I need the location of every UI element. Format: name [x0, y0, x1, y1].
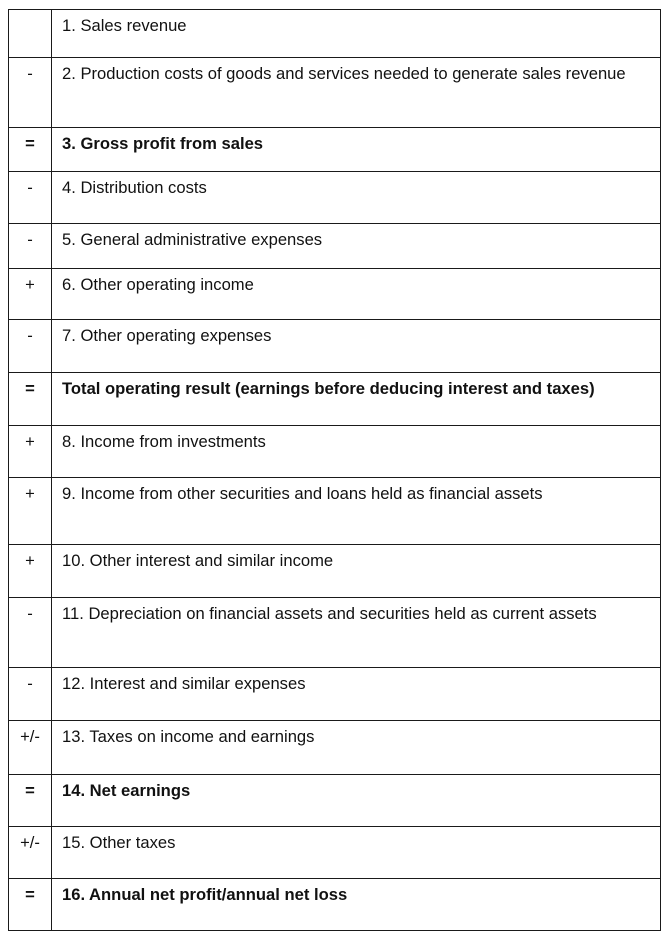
line-item-label: 7. Other operating expenses [52, 320, 661, 373]
operator-cell: +/- [9, 827, 52, 879]
income-statement-table [8, 9, 661, 931]
line-item-label: 5. General administrative expenses [52, 224, 661, 269]
table-row [9, 58, 661, 128]
line-item-label: 10. Other interest and similar income [52, 545, 661, 598]
operator-cell: + [9, 545, 52, 598]
operator-cell: - [9, 598, 52, 668]
operator-cell: + [9, 269, 52, 320]
operator-cell: + [9, 478, 52, 545]
line-item-label: 11. Depreciation on financial assets and securities held as current assets [52, 598, 661, 668]
operator-cell: = [9, 128, 52, 172]
table-row [9, 545, 661, 598]
table-row [9, 879, 661, 931]
line-item-label: 2. Production costs of goods and services needed to generate sales revenue [52, 58, 661, 128]
operator-cell [9, 10, 52, 58]
line-item-label: 16. Annual net profit/annual net loss [52, 879, 661, 931]
operator-cell: + [9, 426, 52, 478]
table-row [9, 172, 661, 224]
line-item-label: 13. Taxes on income and earnings [52, 721, 661, 775]
table-row [9, 598, 661, 668]
table-row [9, 775, 661, 827]
line-item-label: 14. Net earnings [52, 775, 661, 827]
line-item-label: 4. Distribution costs [52, 172, 661, 224]
line-item-label: 3. Gross profit from sales [52, 128, 661, 172]
operator-cell: - [9, 224, 52, 269]
table-row [9, 721, 661, 775]
operator-cell: - [9, 58, 52, 128]
operator-cell: - [9, 668, 52, 721]
line-item-label: 15. Other taxes [52, 827, 661, 879]
line-item-label: Total operating result (earnings before deducing interest and taxes) [52, 373, 661, 426]
line-item-label: 12. Interest and similar expenses [52, 668, 661, 721]
table-row [9, 426, 661, 478]
operator-cell: = [9, 373, 52, 426]
line-item-label: 8. Income from investments [52, 426, 661, 478]
operator-cell: - [9, 320, 52, 373]
table-row [9, 10, 661, 58]
table-row [9, 373, 661, 426]
operator-cell: = [9, 879, 52, 931]
table-row [9, 224, 661, 269]
operator-cell: = [9, 775, 52, 827]
table-row [9, 269, 661, 320]
table-row [9, 827, 661, 879]
table-row [9, 668, 661, 721]
table-row [9, 320, 661, 373]
operator-cell: - [9, 172, 52, 224]
table-row [9, 478, 661, 545]
line-item-label: 1. Sales revenue [52, 10, 661, 58]
operator-cell: +/- [9, 721, 52, 775]
line-item-label: 9. Income from other securities and loans held as financial assets [52, 478, 661, 545]
table-row [9, 128, 661, 172]
line-item-label: 6. Other operating income [52, 269, 661, 320]
